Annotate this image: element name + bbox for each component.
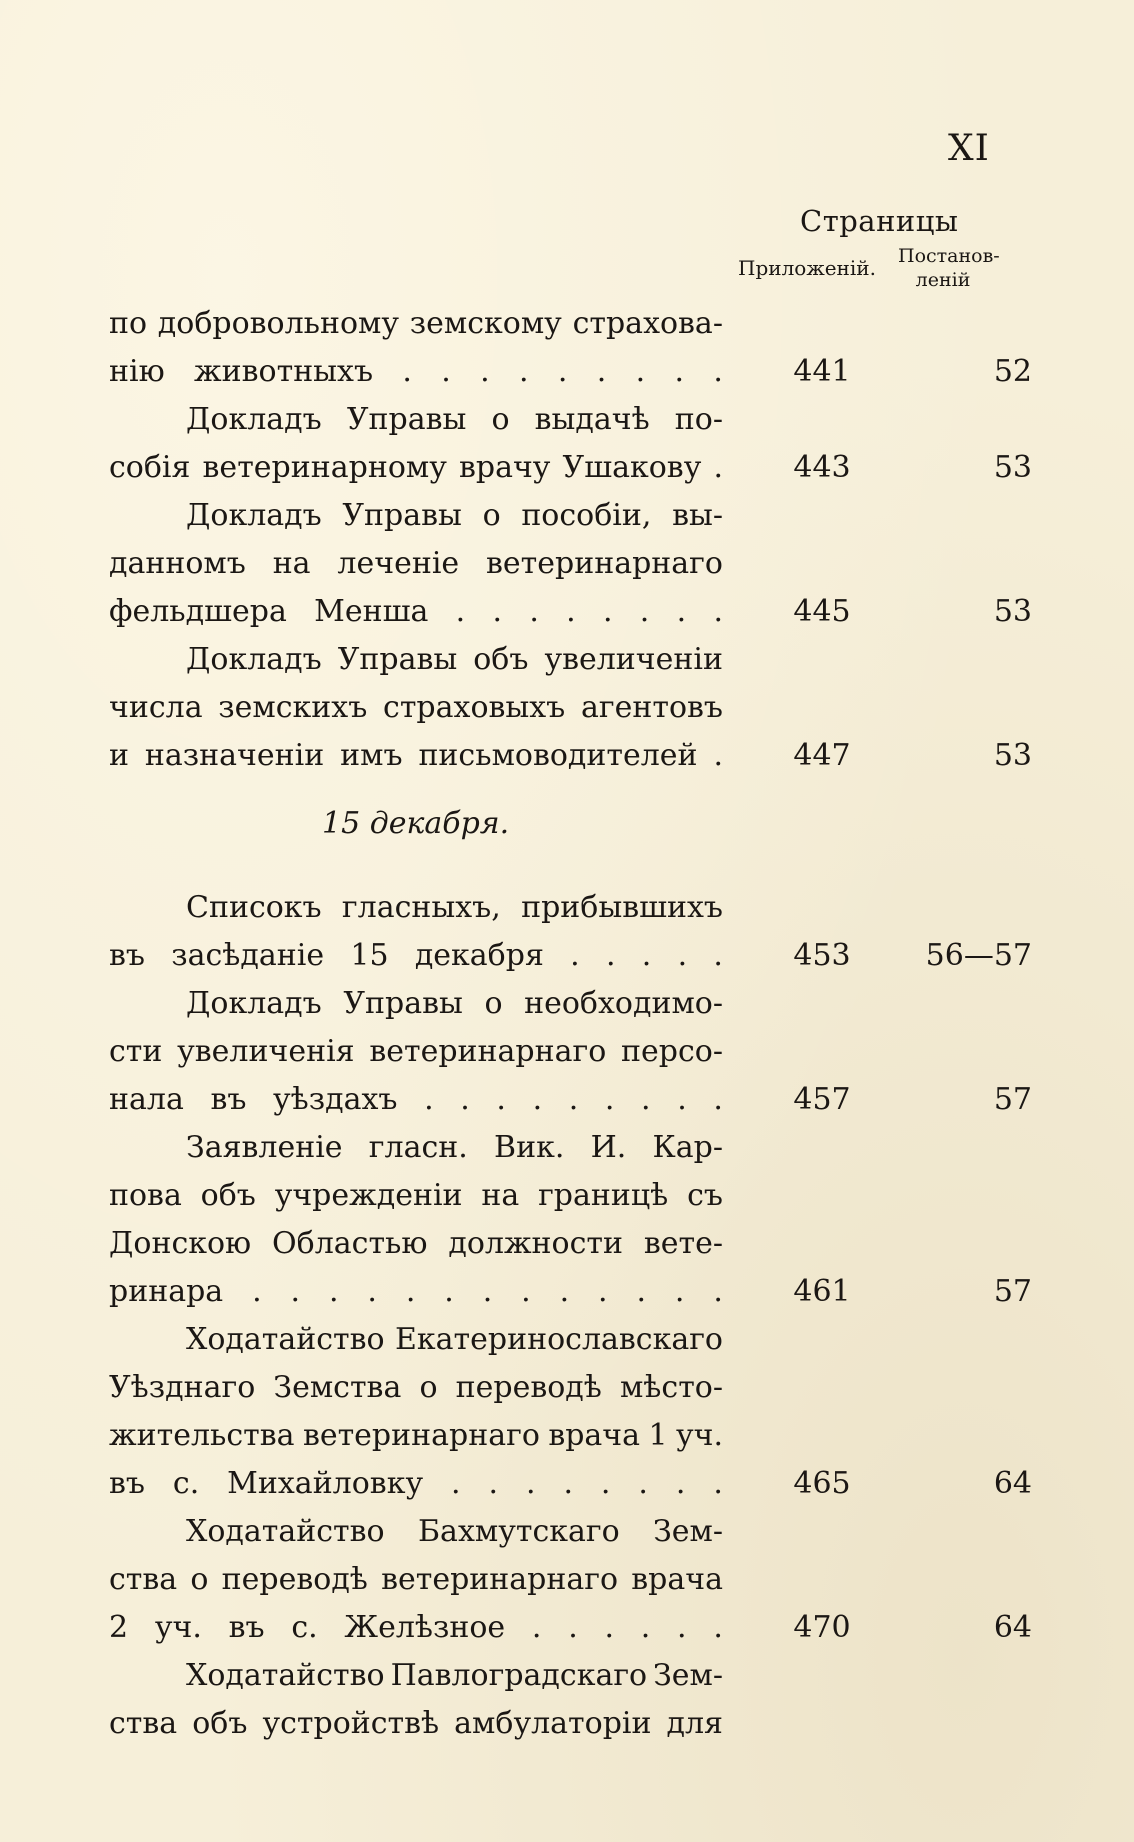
page-number: XI bbox=[948, 128, 990, 169]
resolution-page-number: 57 bbox=[993, 1274, 1032, 1309]
contents-line bbox=[0, 540, 1134, 588]
contents-line-text: и назначеніи имъ письмоводителей . bbox=[109, 738, 723, 773]
contents-line bbox=[0, 884, 1134, 932]
contents-line-text: собія ветеринарному врачу Ушакову . bbox=[109, 450, 723, 485]
contents-line-text: Докладъ Управы о выдачѣ по- bbox=[186, 402, 723, 437]
contents-line bbox=[0, 1412, 1134, 1460]
resolution-page-number: 53 bbox=[993, 594, 1032, 629]
contents-line-text: Докладъ Управы объ увеличеніи bbox=[186, 642, 723, 677]
resolutions-column-header: Постанов- леній bbox=[898, 245, 1000, 291]
appendix-page-number: 457 bbox=[793, 1082, 851, 1117]
contents-line-text: Докладъ Управы о необходимо- bbox=[186, 986, 723, 1021]
contents-line-text: Докладъ Управы о пособіи, вы- bbox=[186, 498, 723, 533]
contents-line bbox=[0, 1508, 1134, 1556]
resolution-page-number: 57 bbox=[993, 1082, 1032, 1117]
contents-line-text: нала въ уѣздахъ . . . . . . . . . bbox=[109, 1082, 723, 1117]
appendix-page-number: 465 bbox=[793, 1466, 851, 1501]
contents-line-text: фельдшера Менша . . . . . . . . bbox=[109, 594, 723, 629]
contents-line bbox=[0, 1124, 1134, 1172]
resolution-page-number: 53 bbox=[993, 450, 1032, 485]
contents-line bbox=[0, 444, 1134, 492]
resolution-page-number: 53 bbox=[993, 738, 1032, 773]
resolution-page-number: 52 bbox=[993, 354, 1032, 389]
appendix-page-number: 453 bbox=[793, 938, 851, 973]
contents-line-text: Заявленіе гласн. Вик. И. Кар- bbox=[186, 1130, 723, 1165]
contents-line bbox=[0, 348, 1134, 396]
contents-line bbox=[0, 1028, 1134, 1076]
contents-line bbox=[0, 588, 1134, 636]
contents-line-text: ства о переводѣ ветеринарнаго врача bbox=[109, 1562, 723, 1597]
contents-line bbox=[0, 1268, 1134, 1316]
appendix-page-number: 441 bbox=[793, 354, 851, 389]
contents-line bbox=[0, 980, 1134, 1028]
contents-line-text: ринара . . . . . . . . . . . . . bbox=[109, 1274, 723, 1309]
contents-line bbox=[0, 492, 1134, 540]
appendix-column-header: Приложеній. bbox=[738, 256, 876, 280]
contents-line-text: Уѣзднаго Земства о переводѣ мѣсто- bbox=[109, 1370, 723, 1405]
contents-line bbox=[0, 1220, 1134, 1268]
contents-line-text: Ходатайство Бахмутскаго Зем- bbox=[186, 1514, 723, 1549]
contents-line-text: нію животныхъ . . . . . . . . . bbox=[109, 354, 723, 389]
contents-line bbox=[0, 1556, 1134, 1604]
contents-line bbox=[0, 932, 1134, 980]
contents-line-text: 2 уч. въ с. Желѣзное . . . . . . bbox=[109, 1610, 723, 1645]
pages-column-header: Страницы bbox=[800, 204, 959, 238]
resolution-page-number: 64 bbox=[993, 1466, 1032, 1501]
contents-line bbox=[0, 396, 1134, 444]
appendix-page-number: 470 bbox=[793, 1610, 851, 1645]
contents-line-text: въ засѣданіе 15 декабря . . . . . bbox=[109, 938, 723, 973]
contents-line bbox=[0, 684, 1134, 732]
contents-line-text: ства объ устройствѣ амбулаторіи для bbox=[109, 1706, 723, 1741]
contents-line-text: жительства ветеринарнаго врача 1 уч. bbox=[109, 1418, 723, 1453]
contents-line-text: сти увеличенія ветеринарнаго персо- bbox=[109, 1034, 723, 1069]
contents-line-text: числа земскихъ страховыхъ агентовъ bbox=[109, 690, 723, 725]
contents-line-text: данномъ на леченіе ветеринарнаго bbox=[109, 546, 723, 581]
contents-line bbox=[0, 1076, 1134, 1124]
contents-line bbox=[0, 300, 1134, 348]
contents-line-text: по добровольному земскому страхова- bbox=[109, 306, 723, 341]
contents-line-text: Ходатайство Павлоградскаго Зем- bbox=[186, 1658, 723, 1693]
contents-line bbox=[0, 1172, 1134, 1220]
contents-line bbox=[0, 732, 1134, 780]
contents-line bbox=[0, 1652, 1134, 1700]
section-heading-date: 15 декабря. bbox=[322, 806, 510, 841]
contents-line bbox=[0, 1460, 1134, 1508]
appendix-page-number: 461 bbox=[793, 1274, 851, 1309]
appendix-page-number: 443 bbox=[793, 450, 851, 485]
contents-line bbox=[0, 1316, 1134, 1364]
appendix-page-number: 447 bbox=[793, 738, 851, 773]
contents-line-text: Списокъ гласныхъ, прибывшихъ bbox=[186, 890, 723, 925]
contents-line bbox=[0, 1364, 1134, 1412]
contents-line-text: въ с. Михайловку . . . . . . . . bbox=[109, 1466, 723, 1501]
contents-line bbox=[0, 1604, 1134, 1652]
resolution-page-number: 64 bbox=[993, 1610, 1032, 1645]
contents-line-text: Ходатайство Екатеринославскаго bbox=[186, 1322, 723, 1357]
resolution-page-number: 56—57 bbox=[925, 938, 1032, 973]
appendix-page-number: 445 bbox=[793, 594, 851, 629]
contents-line-text: пова объ учрежденіи на границѣ съ bbox=[109, 1178, 723, 1213]
contents-line bbox=[0, 1700, 1134, 1748]
contents-line bbox=[0, 636, 1134, 684]
contents-line-text: Донскою Областью должности вете- bbox=[109, 1226, 723, 1261]
